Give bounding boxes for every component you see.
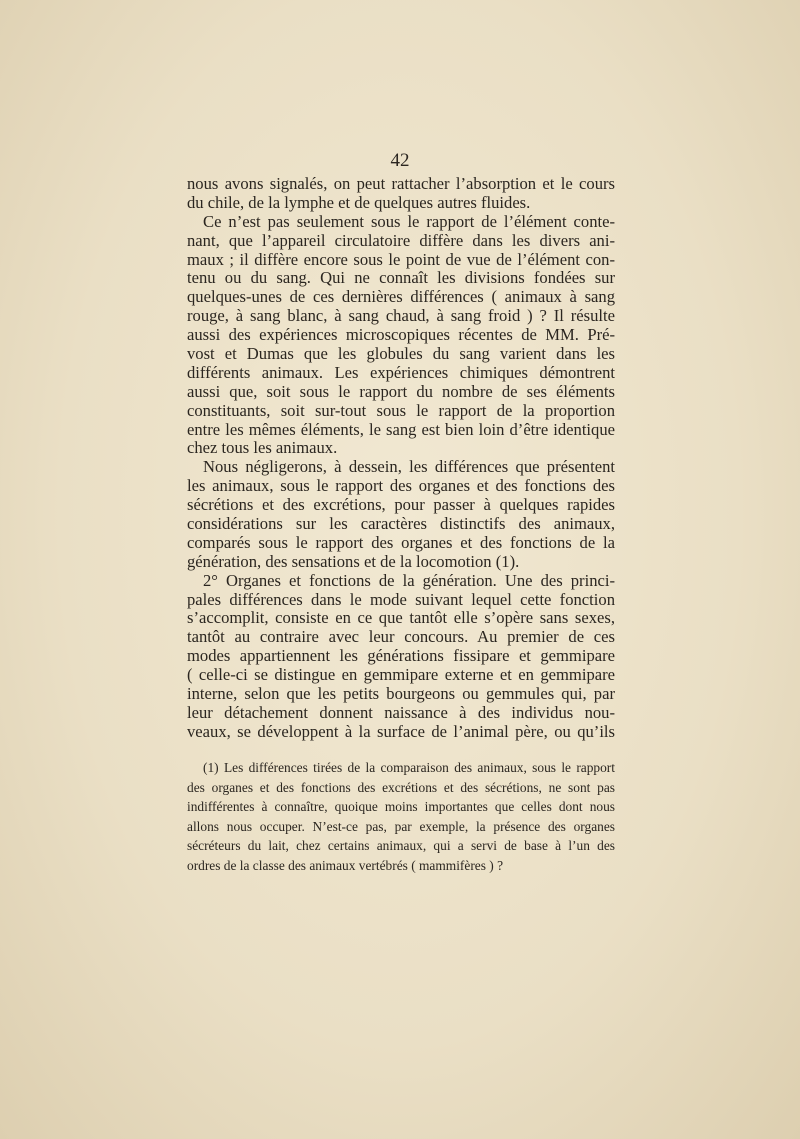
- text-line: constituants, soit sur-tout sous le rapport de la proportion: [187, 400, 615, 420]
- text-line: les animaux, sous le rapport des organes et des fonctions des: [187, 476, 615, 496]
- text-line: interne, selon que les petits bourgeons ou gemmules qui, par: [187, 684, 615, 704]
- footnote-line: allons nous occuper. N’est-ce pas, par exemple, la présence des organes: [187, 818, 615, 834]
- text-line: pales différences dans le mode suivant lequel cette fonction: [187, 589, 615, 609]
- text-line: aussi que, soit sous le rapport du nombre de ses éléments: [187, 381, 615, 401]
- text-line: Nous négligerons, à dessein, les différences que présentent: [203, 457, 615, 477]
- text-line: rouge, à sang blanc, à sang chaud, à sang froid ) ? Il résulte: [187, 306, 615, 326]
- page-number: 42: [390, 150, 410, 171]
- text-line: aussi des expériences microscopiques récentes de MM. Pré-: [187, 325, 615, 345]
- footnote-line: indifférentes à connaître, quoique moins importantes que celles dont nous: [187, 799, 615, 814]
- text-line: 2° Organes et fonctions de la génération. Une des princi-: [203, 570, 615, 590]
- text-line: tantôt au contraire avec leur concours. Au premier de ces: [187, 627, 615, 647]
- text-line: tenu ou du sang. Qui ne connaît les divisions fondées sur: [187, 268, 615, 288]
- body-text: [187, 175, 615, 742]
- text-line: veaux, se développent à la surface de l’animal père, ou qu’ils: [187, 721, 615, 741]
- footnote-line: ordres de la classe des animaux vertébrés ( mammifères ) ?: [187, 857, 504, 873]
- text-line: chez tous les animaux.: [187, 438, 338, 458]
- text-line: ( celle-ci se distingue en gemmipare externe et en gemmipare: [187, 665, 615, 685]
- text-line: s’accomplit, consiste en ce que tantôt elle s’opère sans sexes,: [187, 608, 615, 628]
- text-line: entre les mêmes éléments, le sang est bien loin d’être identique: [187, 419, 615, 439]
- text-line: Ce n’est pas seulement sous le rapport de l’élément conte-: [203, 211, 615, 231]
- text-line: nant, que l’appareil circulatoire diffère dans les divers ani-: [187, 230, 615, 250]
- text-line: comparés sous le rapport des organes et des fonctions de la: [187, 532, 615, 552]
- text-line: quelques-unes de ces dernières différences ( animaux à sang: [187, 287, 615, 307]
- text-line: génération, des sensations et de la locomotion (1).: [187, 551, 520, 571]
- text-line: considérations sur les caractères distinctifs des animaux,: [187, 514, 615, 534]
- text-line: du chile, de la lymphe et de quelques autres fluides.: [187, 192, 531, 212]
- footnote-line: sécréteurs du lait, chez certains animaux, qui a servi de base à l’un des: [187, 838, 615, 853]
- footnote-line: des organes et des fonctions des excrétions et des sécrétions, ne sont pas: [187, 779, 615, 795]
- text-line: leur détachement donnent naissance à des individus nou-: [187, 702, 615, 722]
- footnote: [187, 758, 615, 875]
- text-line: modes appartiennent les générations fissipare et gemmipare: [187, 646, 615, 666]
- text-line: sécrétions et des excrétions, pour passer à quelques rapides: [187, 495, 615, 515]
- footnote-line: (1) Les différences tirées de la comparaison des animaux, sous le rapport: [203, 760, 615, 775]
- text-line: différents animaux. Les expériences chimiques démontrent: [187, 362, 615, 382]
- text-line: vost et Dumas que les globules du sang varient dans les: [187, 344, 615, 364]
- text-line: maux ; il diffère encore sous le point de vue de l’élément con-: [187, 249, 615, 269]
- text-line: nous avons signalés, on peut rattacher l’absorption et le cours: [187, 174, 615, 193]
